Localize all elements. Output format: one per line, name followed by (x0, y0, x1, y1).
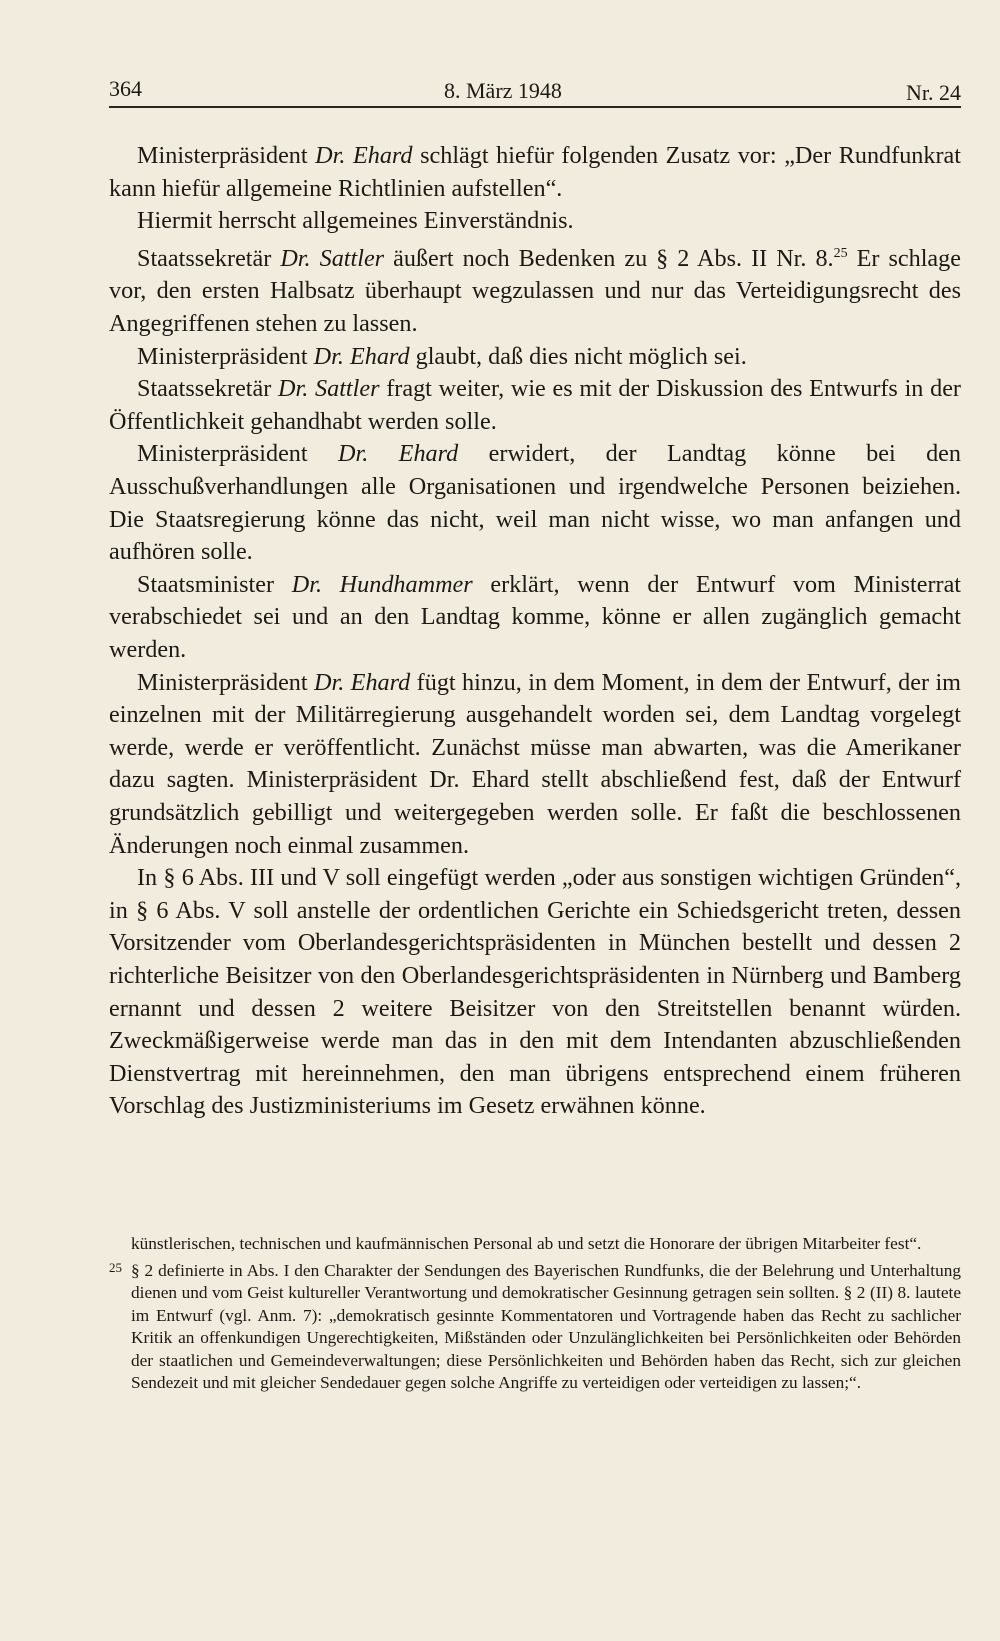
footnote-25 (109, 1260, 961, 1395)
footnote-text: § 2 definierte in Abs. I den Charakter der Sendungen des Bayerischen Rundfunks, die der Belehrung und Unterhaltung dienen und vom Geist kultureller Verantwortung und demokratischer Gesinnung getragen sein sollten. § 2 (II) 8. lautete im Entwurf (vgl. Anm. 7): „demokratisch gesinnte Kommentatoren und Vortragende haben das Recht zu sachlicher Kritik an offenkundigen Ungerechtigkeiten, Mißständen oder Unzulänglichkeiten bei Persönlichkeiten oder Behörden der staatlichen und Gemeindeverwaltungen; diese Persönlichkeiten und Behörden haben das Recht, sich zur gleichen Sendezeit und mit gleicher Sendedauer gegen solche Angriffe zu verteidigen oder verteidigen zu lassen;“. (131, 1260, 961, 1392)
footnote-continuation: künstlerischen, technischen und kaufmännischen Personal ab und setzt die Honorare der übrigen Mitarbeiter fest“. (131, 1234, 922, 1253)
page-number: 364 (109, 76, 142, 101)
paragraph: Staatssekretär Dr. Sattler äußert noch Bedenken zu § 2 Abs. II Nr. 8.25 Er schlage vor, den ersten Halbsatz überhaupt wegzulassen und nur das Verteidigungsrecht des Angegriffenen stehen zu lassen. (109, 244, 961, 338)
paragraph: Ministerpräsident Dr. Ehard fügt hinzu, in dem Moment, in dem der Entwurf, der im einzelnen mit der Militärregierung ausgehandelt worden sei, dem Landtag vorgelegt werde, werde er veröffentlicht. Zunächst müsse man abwarten, was die Amerikaner dazu sagten. Ministerpräsident Dr. Ehard stellt abschließend fest, daß der Entwurf grundsätzlich gebilligt und weitergegeben werden solle. Er faßt die beschlossenen Änderungen noch einmal zusammen. (109, 668, 961, 859)
paragraph: Ministerpräsident Dr. Ehard schlägt hiefür folgenden Zusatz vor: „Der Rundfunkrat kann hiefür allgemeine Richtlinien aufstellen“. (109, 142, 961, 202)
footnotes (109, 1233, 961, 1395)
paragraph: Staatssekretär Dr. Sattler fragt weiter, wie es mit der Diskussion des Entwurfs in der Öffentlichkeit gehandhabt werden solle. (109, 375, 961, 435)
header-rule (109, 106, 961, 108)
paragraph: Ministerpräsident Dr. Ehard erwidert, der Landtag könne bei den Ausschußverhandlungen alle Organisationen und irgendwelche Personen beiziehen. Die Staatsregierung könne das nicht, weil man nicht wisse, wo man anfangen und aufhören solle. (109, 440, 961, 566)
footnote-ref: 25 (833, 245, 848, 261)
running-header (109, 72, 961, 106)
paragraph: Staatsminister Dr. Hundhammer erklärt, wenn der Entwurf vom Ministerrat verabschiedet sei und an den Landtag komme, könne er allen zugänglich gemacht werden. (109, 570, 962, 663)
paragraph: Ministerpräsident Dr. Ehard glaubt, daß dies nicht möglich sei. (137, 342, 747, 370)
document-number: Nr. 24 (906, 80, 961, 105)
main-text (109, 140, 961, 1123)
paragraph: Hiermit herrscht allgemeines Einverständnis. (137, 207, 574, 235)
header-date: 8. März 1948 (444, 78, 562, 103)
footnote-number: 25 (109, 1259, 122, 1275)
paragraph: In § 6 Abs. III und V soll eingefügt werden „oder aus sonstigen wichtigen Gründen“, in § 6 Abs. V soll anstelle der ordentlichen Gerichte ein Schiedsgericht treten, dessen Vorsitzender vom Oberlandesgerichtspräsidenten in München bestellt und dessen 2 richterliche Beisitzer von den Oberlandesgerichtspräsidenten in Nürnberg und Bamberg ernannt und dessen 2 weitere Beisitzer von den Streitstellen benannt würden. Zweckmäßigerweise werde man das in den mit dem Intendanten abzuschließenden Dienstvertrag mit hereinnehmen, den man übrigens entsprechend einem früheren Vorschlag des Justizministeriums im Gesetz erwähnen könne. (109, 864, 961, 1120)
